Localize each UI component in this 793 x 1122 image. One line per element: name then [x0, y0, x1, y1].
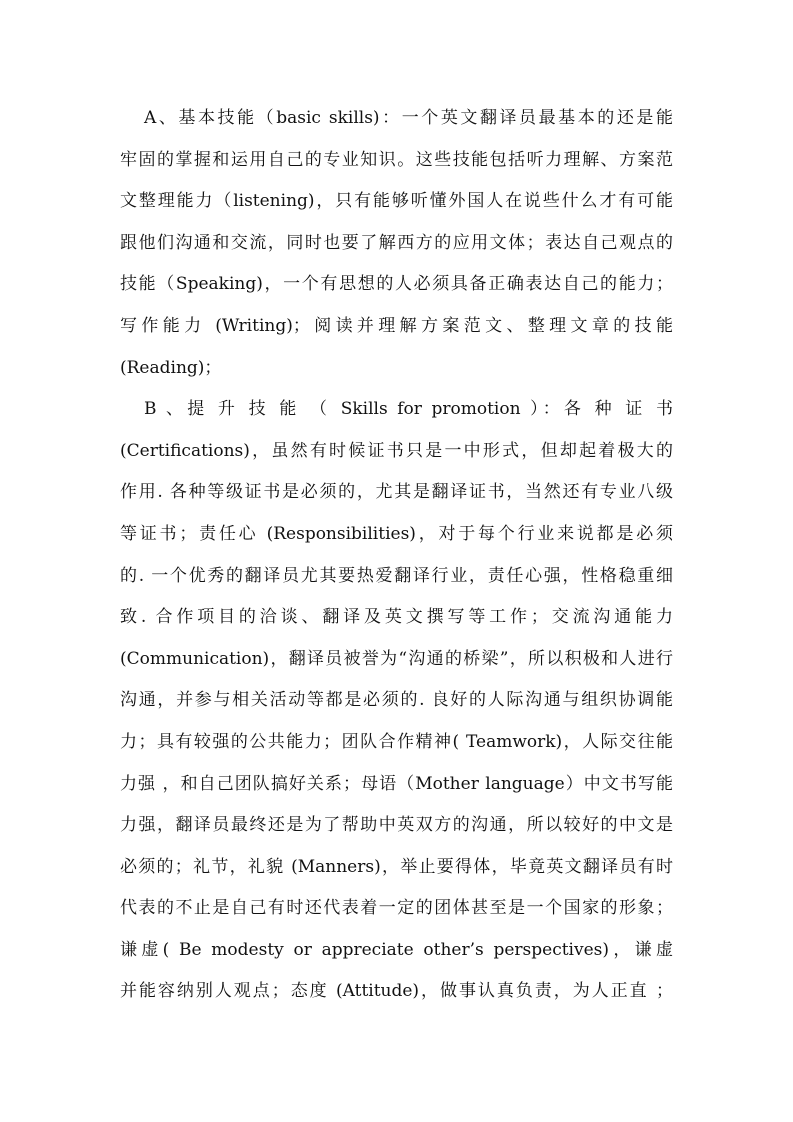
- paragraph-b-line-4: 等证书；责任心 (Responsibilities)，对于每个行业来说都是必须: [120, 523, 673, 544]
- paragraph-b-line-14: 谦虚( Be modesty or appreciate other’s perspectives)，谦虚: [120, 939, 673, 960]
- paragraph-b-line-10: 力强 ，和自己团队搞好关系；母语（Mother language）中文书写能: [120, 773, 673, 794]
- paragraph-a-line-3: 文整理能力（listening)，只有能够听懂外国人在说些什么才有可能: [120, 191, 673, 212]
- paragraph-b-line-15: 并能容纳别人观点；态度 (Attitude)，做事认真负责，为人正直 ；: [120, 981, 673, 1002]
- paragraph-a-line-4: 跟他们沟通和交流，同时也要了解西方的应用文体；表达自己观点的: [120, 232, 673, 253]
- document-body: [120, 98, 673, 1013]
- paragraph-b-line-6: 致. 合作项目的洽谈、翻译及英文撰写等工作；交流沟通能力: [120, 607, 673, 628]
- paragraph-b-line-3: 作用. 各种等级证书是必须的，尤其是翻译证书，当然还有专业八级: [120, 482, 673, 503]
- paragraph-a-line-2: 牢固的掌握和运用自己的专业知识。这些技能包括听力理解、方案范: [120, 149, 673, 170]
- paragraph-b-line-12: 必须的；礼节，礼貌 (Manners)，举止要得体，毕竟英文翻译员有时: [120, 856, 673, 877]
- paragraph-b-line-11: 力强，翻译员最终还是为了帮助中英双方的沟通，所以较好的中文是: [120, 815, 673, 836]
- paragraph-b-line-8: 沟通，并参与相关活动等都是必须的. 良好的人际沟通与组织协调能: [120, 690, 673, 711]
- paragraph-a-line-6: 写作能力 (Writing)；阅读并理解方案范文、整理文章的技能: [120, 315, 673, 336]
- paragraph-a-line-5: 技能（Speaking)，一个有思想的人必须具备正确表达自己的能力；: [120, 274, 673, 295]
- paragraph-a-line-7: (Reading)；: [120, 357, 222, 378]
- paragraph-b-line-7: (Communication)，翻译员被誉为“沟通的桥梁”，所以积极和人进行: [120, 648, 673, 669]
- paragraph-b-line-1: B 、提 升 技 能 （ Skills for promotion ）：各 种 证 书: [144, 399, 673, 420]
- paragraph-b-line-9: 力；具有较强的公共能力；团队合作精神( Teamwork)，人际交往能: [120, 731, 673, 752]
- paragraph-b-line-13: 代表的不止是自己有时还代表着一定的团体甚至是一个国家的形象；: [120, 898, 673, 919]
- paragraph-a-line-1: A、基本技能（basic skills)：一个英文翻译员最基本的还是能: [144, 108, 673, 128]
- paragraph-b-line-2: (Certifications)，虽然有时候证书只是一中形式，但却起着极大的: [120, 440, 673, 461]
- paragraph-b-line-5: 的. 一个优秀的翻译员尤其要热爱翻译行业，责任心强，性格稳重细: [120, 565, 673, 586]
